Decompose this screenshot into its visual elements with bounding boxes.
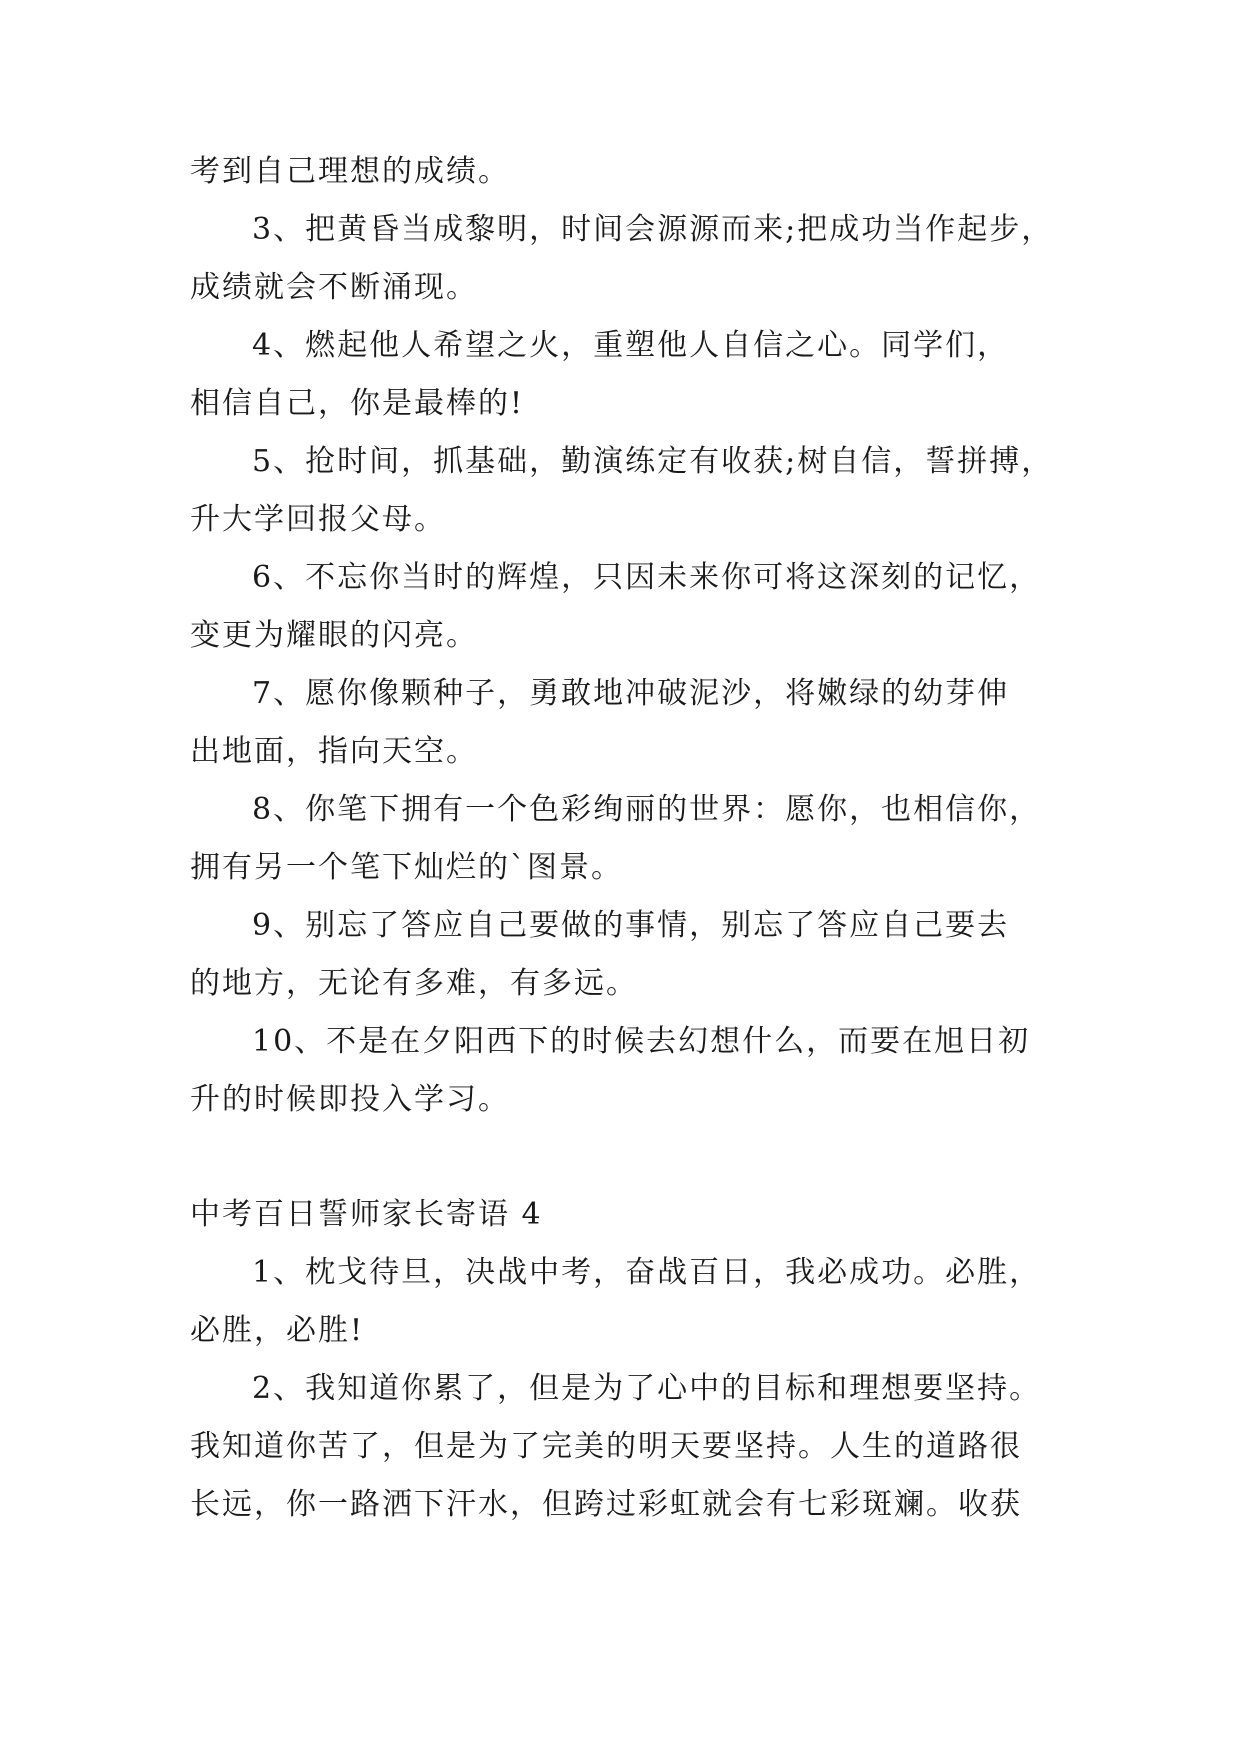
paragraph-line: 2、我知道你累了，但是为了心中的目标和理想要坚持。 — [252, 1371, 1042, 1406]
paragraph-line: 成绩就会不断涌现。 — [190, 270, 478, 305]
paragraph-line: 我知道你苦了，但是为了完美的明天要坚持。人生的道路很 — [190, 1429, 1022, 1464]
paragraph-line: 9、别忘了答应自己要做的事情，别忘了答应自己要去 — [252, 908, 1010, 943]
paragraph-line: 5、抢时间，抓基础，勤演练定有收获;树自信，誓拼搏， — [252, 444, 1054, 479]
paragraph-line: 拥有另一个笔下灿烂的`图景。 — [190, 850, 623, 885]
paragraph-line: 6、不忘你当时的辉煌，只因未来你可将这深刻的记忆， — [252, 560, 1042, 595]
section-title: 中考百日誓师家长寄语 4 — [190, 1197, 543, 1232]
paragraph-line: 长远，你一路洒下汗水，但跨过彩虹就会有七彩斑斓。收获 — [190, 1487, 1022, 1522]
paragraph-line: 必胜，必胜! — [190, 1313, 365, 1348]
paragraph-line: 10、不是在夕阳西下的时候去幻想什么，而要在旭日初 — [252, 1024, 1031, 1059]
paragraph-line: 相信自己，你是最棒的! — [190, 386, 525, 421]
paragraph-line: 1、枕戈待旦，决战中考，奋战百日，我必成功。必胜， — [252, 1255, 1042, 1290]
paragraph-line: 升的时候即投入学习。 — [190, 1082, 510, 1117]
paragraph-line: 的地方，无论有多难，有多远。 — [190, 966, 638, 1001]
paragraph-line: 变更为耀眼的闪亮。 — [190, 618, 478, 653]
paragraph-line: 7、愿你像颗种子，勇敢地冲破泥沙，将嫩绿的幼芽伸 — [252, 676, 1010, 711]
paragraph-line: 3、把黄昏当成黎明，时间会源源而来;把成功当作起步， — [252, 212, 1054, 247]
paragraph-line: 升大学回报父母。 — [190, 502, 446, 537]
paragraph-line: 考到自己理想的成绩。 — [190, 154, 510, 189]
paragraph-line: 出地面，指向天空。 — [190, 734, 478, 769]
paragraph-line: 8、你笔下拥有一个色彩绚丽的世界：愿你，也相信你， — [252, 792, 1042, 827]
paragraph-line: 4、燃起他人希望之火，重塑他人自信之心。同学们， — [252, 328, 1010, 363]
